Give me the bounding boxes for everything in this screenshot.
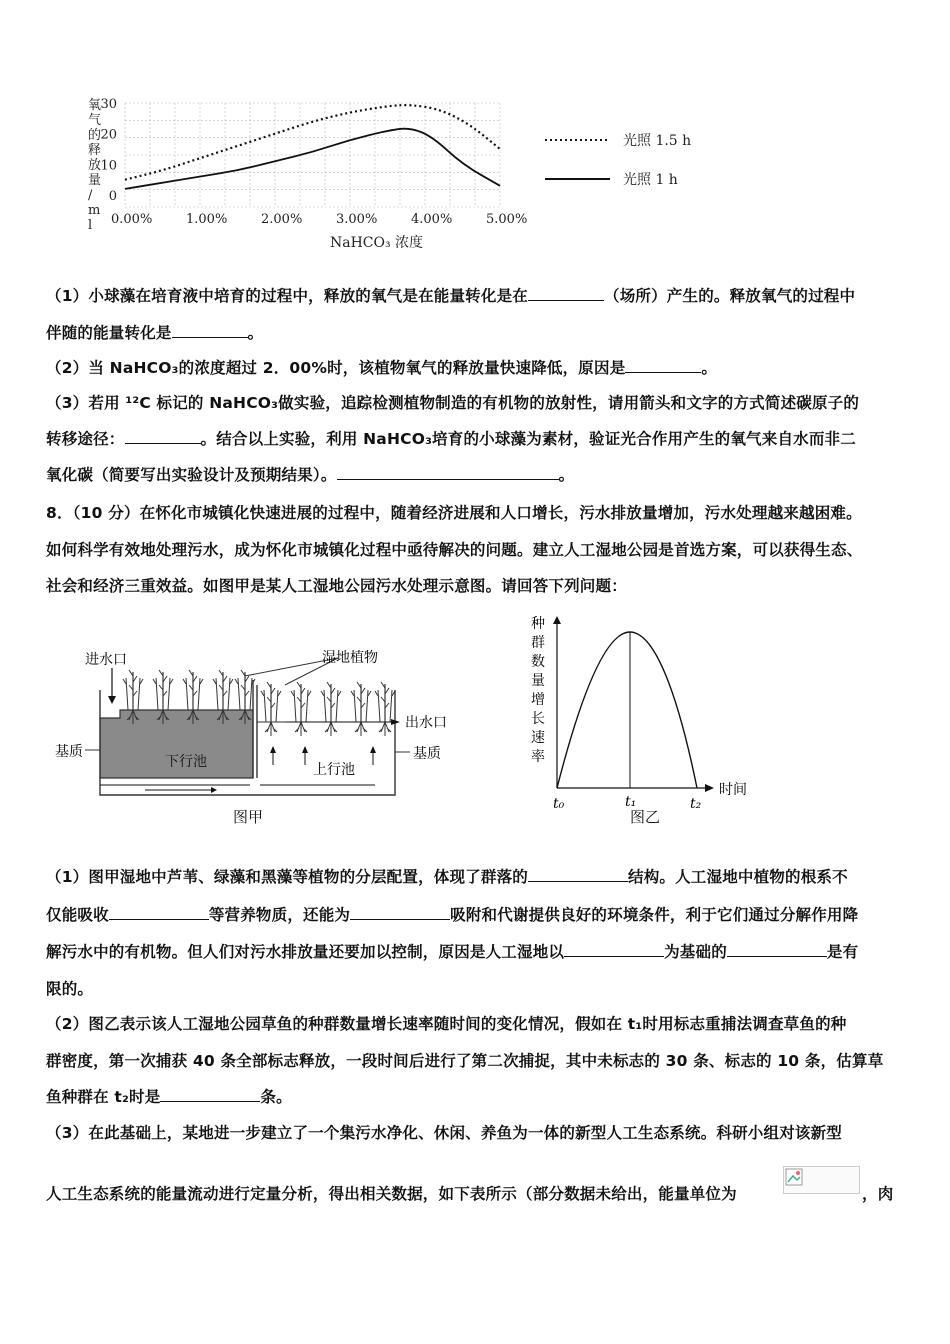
q7-text: 转移途径： xyxy=(46,430,125,448)
y-tick-label: 20 xyxy=(100,127,117,143)
growth-ylabel-char: 增 xyxy=(531,692,545,708)
answer-blank[interactable] xyxy=(528,286,604,301)
q8-text: （1）图甲湿地中芦苇、绿藻和黑藻等植物的分层配置，体现了群落的 xyxy=(46,868,528,886)
q8-text: 结构。人工湿地中植物的根系不 xyxy=(628,868,848,886)
q8-part2-line1 xyxy=(46,1013,908,1035)
growth-ylabel-char: 种 xyxy=(531,616,545,632)
q7-part1-line2 xyxy=(46,322,908,344)
q8-intro-line3 xyxy=(46,575,908,597)
q7-part3-line2 xyxy=(46,428,908,450)
growth-rate-ylabel xyxy=(531,616,545,765)
x-tick-label: 0.00% xyxy=(111,212,153,227)
q8-part1-line4 xyxy=(46,978,908,1000)
chart-grid xyxy=(125,103,500,207)
q8-text: （2）图乙表示该人工湿地公园草鱼的种群数量增长速率随时间的变化情况，假如在 t₁时用标志重捕法调查草鱼的种 xyxy=(46,1015,847,1033)
answer-blank[interactable] xyxy=(625,358,701,373)
t2-label: t₂ xyxy=(690,796,702,810)
plants-label: 湿地植物 xyxy=(322,650,378,666)
y-axis-label-char: 氧 xyxy=(88,98,102,113)
t0-label: t₀ xyxy=(553,796,565,810)
x-axis-label: NaHCO₃ 浓度 xyxy=(330,235,424,251)
q8-text: 鱼种群在 t₂时是 xyxy=(46,1088,161,1106)
q8-part1-line3 xyxy=(46,941,908,963)
growth-ylabel-char: 群 xyxy=(531,635,545,651)
q8-text: 吸附和代谢提供良好的环境条件，利于它们通过分解作用降 xyxy=(450,906,859,924)
up-pool-label: 上行池 xyxy=(313,762,355,778)
y-axis-label-char: 量 xyxy=(88,173,102,188)
q8-text: 社会和经济三重效益。如图甲是某人工湿地公园污水处理示意图。请回答下列问题： xyxy=(46,577,627,595)
q8-text: 为基础的 xyxy=(664,943,727,961)
q7-part3-line1 xyxy=(46,392,908,414)
x-tick-label: 4.00% xyxy=(411,212,453,227)
y-axis-label-char: 气 xyxy=(88,113,102,128)
q7-text: 。结合以上实验，利用 NaHCO₃培育的小球藻为素材，验证光合作用产生的氧气来自水而非二 xyxy=(200,430,856,448)
q8-text: 如何科学有效地处理污水，成为怀化市城镇化过程中亟待解决的问题。建立人工湿地公园是首选方案，可以获得生态、 xyxy=(46,541,863,559)
answer-blank[interactable] xyxy=(160,1087,260,1102)
x-tick-label: 1.00% xyxy=(186,212,228,227)
answer-blank[interactable] xyxy=(172,323,248,338)
q7-text: 氧化碳（简要写出实验设计及预期结果）。 xyxy=(46,466,337,484)
growth-ylabel-char: 速 xyxy=(531,730,545,746)
series-line-0 xyxy=(125,105,500,180)
growth-ylabel-char: 量 xyxy=(531,673,545,689)
chart-series-group xyxy=(125,105,500,189)
y-tick-label: 10 xyxy=(100,158,117,174)
q7-text: 。 xyxy=(558,466,575,484)
x-tick-label: 5.00% xyxy=(486,212,528,227)
y-axis-label xyxy=(88,98,101,233)
growth-rate-curve xyxy=(557,632,697,788)
wetland-diagram xyxy=(55,640,475,840)
q8-part2-line3 xyxy=(46,1086,908,1108)
q8-intro-line1 xyxy=(46,502,908,524)
y-tick-label: 30 xyxy=(100,97,117,112)
q8-text: 仅能吸收 xyxy=(46,906,109,924)
q8-text: 群密度，第一次捕获 40 条全部标志释放，一段时间后进行了第二次捕捉，其中未标志的 30 条、标志的 10 条，估算草 xyxy=(46,1052,884,1070)
answer-blank[interactable] xyxy=(337,465,559,480)
answer-blank[interactable] xyxy=(564,942,664,957)
q8-text: 解污水中的有机物。但人们对污水排放量还要加以控制，原因是人工湿地以 xyxy=(46,943,565,961)
oxygen-release-chart xyxy=(80,95,720,255)
q8-text: 人工生态系统的能量流动进行定量分析，得出相关数据，如下表所示（部分数据未给出，能量单位为 xyxy=(46,1185,737,1203)
y-axis-label-char: m xyxy=(88,203,101,218)
down-pool-label: 下行池 xyxy=(165,754,207,770)
q8-text: 限的。 xyxy=(46,980,94,998)
q8-text: 是有 xyxy=(826,943,859,961)
answer-blank[interactable] xyxy=(350,905,450,920)
y-axis-label-char: 放 xyxy=(88,158,102,173)
q8-text: （3）在此基础上，某地进一步建立了一个集污水净化、休闲、养鱼为一体的新型人工生态系统。科研小组对该新型 xyxy=(46,1124,842,1142)
q8-text: 等营养物质，还能为 xyxy=(208,906,351,924)
growth-ylabel-char: 长 xyxy=(531,711,545,727)
t1-label: t₁ xyxy=(625,794,637,810)
q7-text: （1）小球藻在培育液中培育的过程中，释放的氧气是在能量转化是在 xyxy=(46,287,528,305)
x-tick-label: 3.00% xyxy=(336,212,378,227)
answer-blank[interactable] xyxy=(109,905,209,920)
y-axis-label-char: l xyxy=(88,218,93,233)
answer-blank[interactable] xyxy=(125,429,201,444)
q8-text: 条。 xyxy=(260,1088,292,1106)
q7-text: （2）当 NaHCO₃的浓度超过 2．00%时，该植物氧气的释放量快速降低，原因是 xyxy=(46,359,626,377)
legend-label-1.5h: 光照 1.5 h xyxy=(623,133,692,149)
growth-ylabel-char: 率 xyxy=(531,749,545,765)
broken-image-icon xyxy=(783,1166,860,1194)
substrate-right-label: 基质 xyxy=(413,746,441,762)
time-label: 时间 xyxy=(719,782,747,798)
y-tick-label: 0 xyxy=(108,189,117,204)
q8-text: 8．（10 分）在怀化市城镇化快速进展的过程中，随着经济进展和人口增长，污水排放量增加，污水处理越来越困难。 xyxy=(46,504,862,522)
fig-a-caption: 图甲 xyxy=(233,808,264,826)
q7-text: 。 xyxy=(247,324,264,342)
q8-part1-line1 xyxy=(46,866,908,888)
growth-ylabel-char: 数 xyxy=(531,654,545,670)
inlet-label: 进水口 xyxy=(85,652,127,668)
growth-rate-chart xyxy=(525,610,765,810)
q8-intro-line2 xyxy=(46,539,908,561)
q7-text: （3）若用 ¹²C 标记的 NaHCO₃做实验，追踪检测植物制造的有机物的放射性，请用箭头和文字的方式简述碳原子的 xyxy=(46,394,860,412)
q8-part2-line2 xyxy=(46,1050,908,1072)
q7-text: （场所）产生的。释放氧气的过程中 xyxy=(604,287,856,305)
y-axis-label-char: 释 xyxy=(88,143,102,158)
q8-text: ，肉 xyxy=(862,1185,894,1203)
chart-tick-labels xyxy=(100,97,527,227)
answer-blank[interactable] xyxy=(528,867,628,882)
fig-b-caption: 图乙 xyxy=(630,808,661,826)
q7-part1-line1 xyxy=(46,285,908,307)
y-axis-label-char: 的 xyxy=(88,128,102,143)
q7-text: 。 xyxy=(701,359,718,377)
outlet-label: 出水口 xyxy=(405,715,447,731)
q8-part3-tail xyxy=(862,1183,902,1205)
q8-part1-line2 xyxy=(46,904,908,926)
x-tick-label: 2.00% xyxy=(261,212,303,227)
y-axis-label-char: / xyxy=(88,188,93,203)
q7-text: 伴随的能量转化是 xyxy=(46,324,172,342)
legend-label-1h: 光照 1 h xyxy=(623,172,678,188)
q7-part2 xyxy=(46,357,908,379)
q8-part3-line1 xyxy=(46,1122,908,1144)
q7-part3-line3 xyxy=(46,464,908,486)
substrate-left-label: 基质 xyxy=(55,744,83,760)
q8-part3-line2 xyxy=(46,1183,908,1205)
answer-blank[interactable] xyxy=(727,942,827,957)
